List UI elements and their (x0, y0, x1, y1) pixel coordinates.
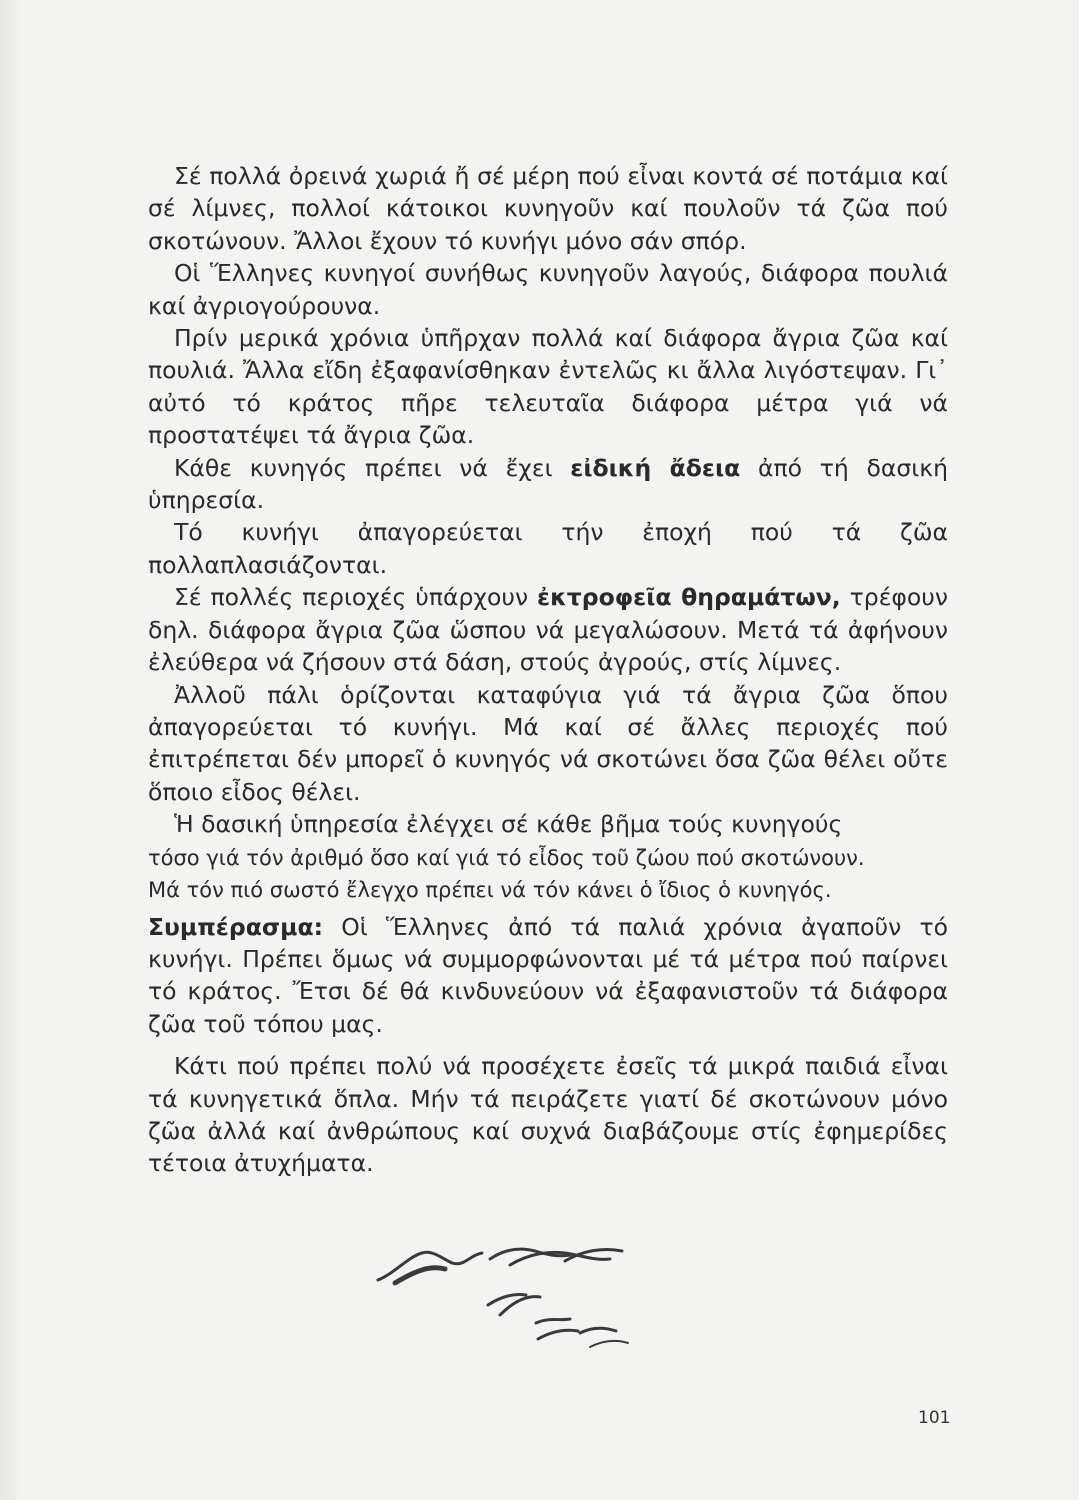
paragraph-1: Σέ πολλά ὀρεινά χωριά ἤ σέ μέρη πού εἶναι κοντά σέ ποτάμια καί σέ λίμνες, πολλοί κάτοικοι κυνηγοῦν καί πουλοῦν τά ζῶα πού σκοτώνουν. Ἄλλοι ἔχουν τό κυνήγι μόνο σάν σπόρ. (148, 162, 948, 255)
paragraph-8c: Μά τόν πιό σωστό ἔλεγχο πρέπει νά τόν κάνει ὁ ἴδιος ὁ κυνηγός. (148, 877, 832, 902)
conclusion-text: Οἱ Ἕλληνες ἀπό τά παλιά χρόνια ἀγαποῦν τό κυνήγι. Πρέπει ὅμως νά συμμορφώνονται μέ τά μέτρα πού παίρνει τό κράτος. Ἔτσι δέ θά κινδυνεύουν νά ἐξαφανιστοῦν τά διάφορα ζῶα τοῦ τόπου μας. (148, 912, 948, 1038)
paragraph-7: Ἀλλοῦ πάλι ὁρίζονται καταφύγια γιά τά ἄγρια ζῶα ὅπου ἀπαγορεύεται τό κυνήγι. Μά καί σέ ἄλλες περιοχές πού ἐπιτρέπεται δέν μπορεῖ ὁ κυνηγός νά σκοτώνει ὅσα ζῶα θέλει οὔτε ὅποιο εἶδος θέλει. (148, 680, 948, 806)
p4-text-before: Κάθε κυνηγός πρέπει νά ἔχει (174, 453, 571, 482)
game-farms-term: ἐκτροφεῖα θηραμάτων, (536, 583, 841, 612)
waves-sketch (378, 1249, 628, 1347)
paragraph-5: Τό κυνήγι ἀπαγορεύεται τήν ἐποχή πού τά ζῶα πολλαπλασιάζονται. (148, 518, 948, 579)
birds-waves-illustration (360, 1235, 660, 1365)
p6-text-after: τρέφουν δηλ. διάφορα ἄγρια ζῶα ὥσπου νά μεγαλώσουν. Μετά τά ἀφήνουν ἐλεύθερα νά ζήσουν στά δάση, στούς ἀγρούς, στίς λίμνες. (148, 583, 949, 677)
p6-text-before: Σέ πολλές περιοχές ὑπάρχουν (174, 583, 537, 612)
paragraph-6 (148, 581, 948, 678)
paragraph-3: Πρίν μερικά χρόνια ὑπῆρχαν πολλά καί διάφορα ἄγρια ζῶα καί πουλιά. Ἄλλα εἴδη ἐξαφανίσθηκαν ἐντελῶς κι ἄλλα λιγόστεψαν. Γι᾿ αὐτό τό κράτος πῆρε τελευταῖα διάφορα μέτρα γιά νά προστατέψει τά ἄγρια ζῶα. (148, 324, 948, 450)
body-text (148, 160, 948, 1180)
paragraph-8b: τόσο γιά τόν ἀριθμό ὅσο καί γιά τό εἶδος τοῦ ζώου πού σκοτώνουν. (148, 845, 865, 870)
special-license-term: εἰδική ἄδεια (570, 453, 741, 482)
p4-text-after: ἀπό τή δασική ὑπηρεσία. (148, 453, 948, 515)
paragraph-4 (148, 452, 948, 517)
page-number: 101 (918, 1408, 951, 1428)
paragraph-2: Οἱ Ἕλληνες κυνηγοί συνήθως κυνηγοῦν λαγούς, διάφορα πουλιά καί ἀγριογούρουνα. (148, 259, 948, 320)
conclusion-label: Συμπέρασμα: (148, 912, 323, 941)
paragraph-8: Ἡ δασική ὑπηρεσία ἐλέγχει σέ κάθε βῆμα τούς κυνηγούς (174, 810, 843, 839)
binding-edge (0, 0, 22, 1500)
conclusion (148, 911, 948, 1041)
paragraph-10: Κάτι πού πρέπει πολύ νά προσέχετε ἐσεῖς τά μικρά παιδιά εἶναι τά κυνηγετικά ὅπλα. Μήν τά πειράζετε γιατί δέ σκοτώνουν μόνο ζῶα ἀλλά καί ἀνθρώπους καί συχνά διαβάζουμε στίς ἐφημερίδες τέτοια ἀτυχήματα. (148, 1052, 948, 1178)
